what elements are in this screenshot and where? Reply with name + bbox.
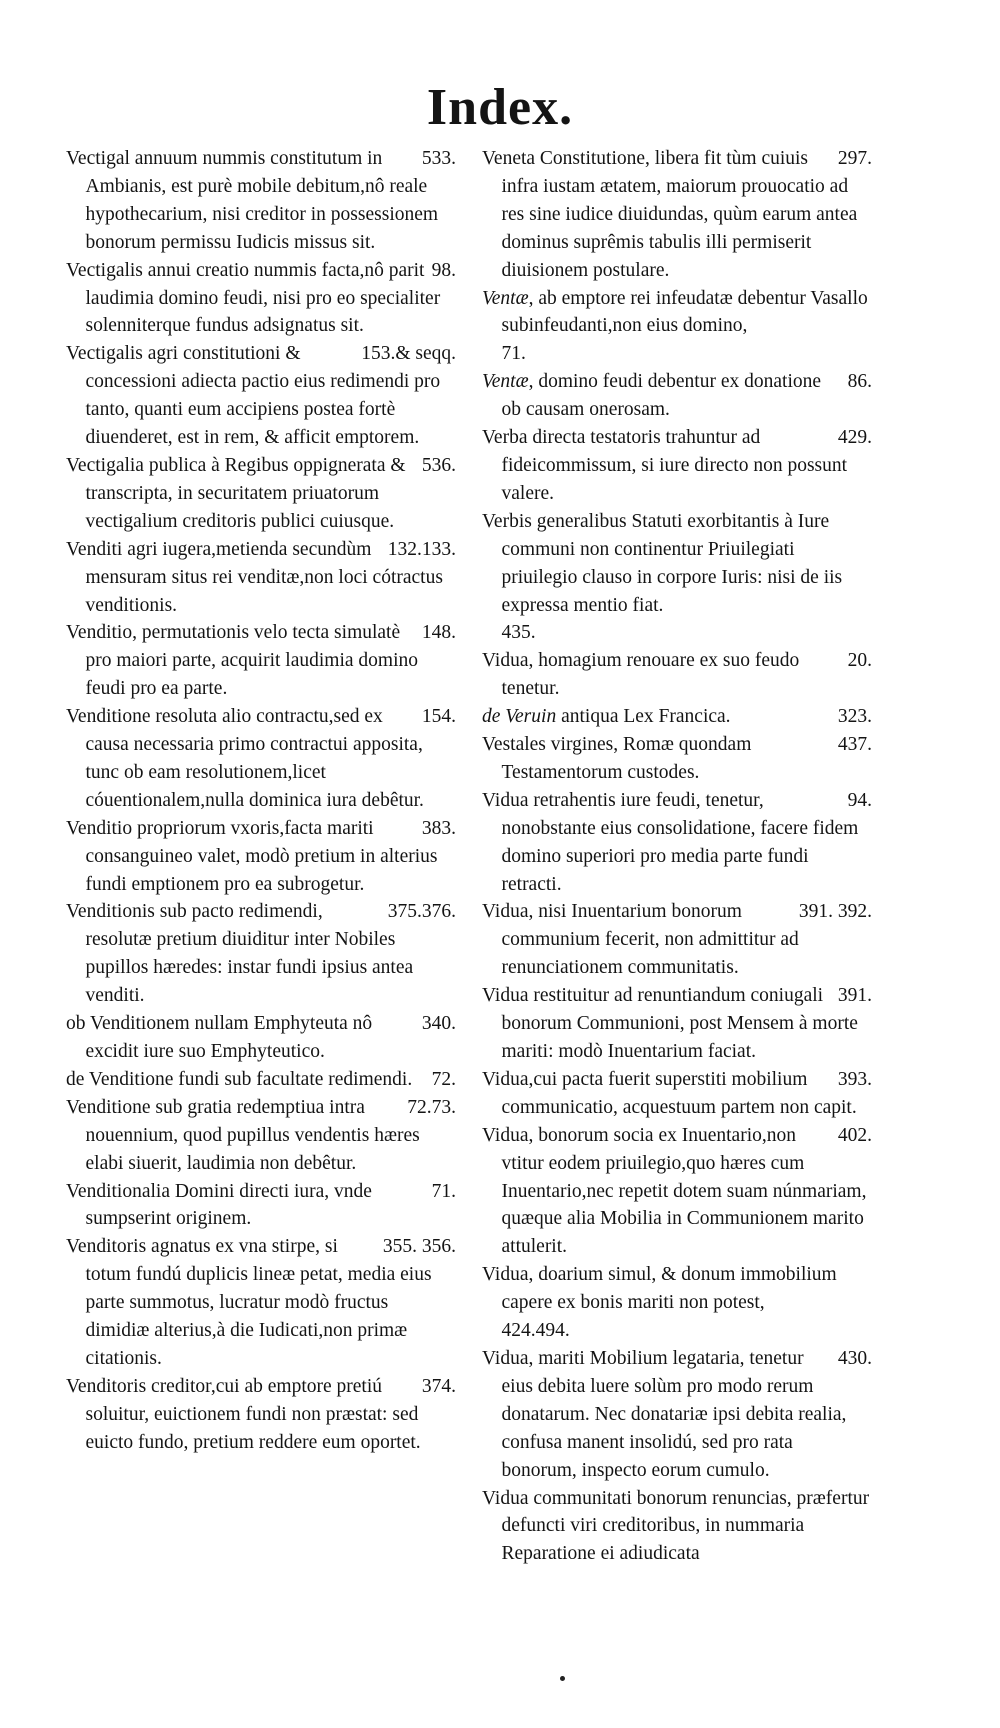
entry-text: Vidua communitati bonorum renuncias, præfertur defuncti viri creditoribus, in nummaria Reparatione ei adiudicata [482,1487,870,1565]
page-reference: 323. [837,706,872,728]
entry-text: Vidua, mariti Mobilium legataria, tenetur eius debita luere solùm pro modo rerum donatarum. Nec donatariæ ipsi debita realia, confusa manent insolidú, sed pro rata bonorum, inspecto eorum cumulo. [482,1347,847,1481]
page-reference: 375.376. [387,901,456,923]
entry-text: de Venditione fundi sub facultate redimendi. [66,1068,413,1090]
entry-lead-term: Ventæ [482,371,529,393]
entry-lead-term: de Veruin [482,706,557,728]
index-entry [66,898,456,1010]
page-reference: 148. [421,622,456,644]
index-entry [482,1066,872,1122]
entry-text: Venditionalia Domini directi iura, vnde sumpserint originem. [66,1180,372,1230]
index-entry [66,1010,456,1066]
entry-text: Vectigalia publica à Regibus oppignerata & transcripta, in securitatem priuatorum vectigalium creditoris publici cuiusque. [66,454,406,532]
page-reference: 153.& seqq. [361,343,456,365]
page-reference: 393. [837,1068,872,1090]
entry-text: Vidua,cui pacta fuerit superstiti mobilium communicatio, acquestuum partem non capit. [482,1068,857,1118]
page-reference: 71. [501,343,526,365]
index-column-left [66,145,456,1457]
entry-text: Venditoris creditor,cui ab emptore pretiú soluitur, euictionem fundi non præstat: sed euicto fundo, pretium reddere eum oportet. [66,1375,421,1453]
page-dot-mark [560,1676,565,1681]
index-entry [482,285,872,369]
entry-text: Venditione sub gratia redemptiua intra nouennium, quod pupillus vendentis hæres elabi siuerit, laudimia non debêtur. [66,1096,420,1174]
entry-text: Vidua restituitur ad renuntiandum coniugali bonorum Communioni, post Mensem à morte mariti: modò Inuentarium faciat. [482,985,858,1062]
page-reference: 435. [501,622,536,644]
index-entry [482,703,872,731]
entry-text: Vestales virgines, Romæ quondam Testamentorum custodes. [482,734,752,783]
index-entry [66,703,456,815]
page-title: Index. [426,79,574,136]
index-entry [482,424,872,508]
index-column-right [482,145,872,1568]
entry-text: Vidua, homagium renouare ex suo feudo tenetur. [482,650,800,700]
entry-text: Venditio propriorum vxoris,facta mariti consanguineo valet, modò pretium in alterius fundi emptionem pro ea subrogetur. [66,817,438,895]
entry-text: Verbis generalibus Statuti exorbitantis à Iure communi non continentur Priuilegiati priuilegio clauso in corpore Iuris: nisi de iis expressa mentio fiat. [482,510,843,616]
entry-text: , domino feudi debentur ex donatione ob causam onerosam. [501,371,822,421]
page-reference: 20. [847,650,872,672]
page-reference: 340. [421,1013,456,1035]
index-entry [66,340,456,452]
entry-text: Vectigal annuum nummis constitutum in Ambianis, est purè mobile debitum,nô reale hypothecarium, nisi creditor in possessionem bonorum permissu Iudicis missus sit. [66,148,439,253]
page-reference: 132.133. [387,538,456,560]
index-entry [482,1122,872,1262]
page-reference: 154. [421,706,456,728]
entry-text: , ab emptore rei infeudatæ debentur Vasallo subinfeudanti,non eius domino, [501,287,868,337]
page-reference: 430. [837,1347,872,1369]
entry-text: Vidua retrahentis iure feudi, tenetur, nonobstante eius consolidatione, facere fidem domino superiori pro media parte fundi retracti. [482,789,859,895]
page-reference: 355. 356. [382,1236,456,1258]
index-entry [66,145,456,257]
page-reference: 297. [837,148,872,169]
entry-text: Venditionis sub pacto redimendi, resolutæ pretium diuiditur inter Nobiles pupillos hæredes: instar fundi ipsius antea venditi. [66,901,414,1007]
index-entry [482,1261,872,1345]
index-entry [482,787,872,899]
index-entry [482,647,872,703]
index-entry [66,1233,456,1373]
page-reference: 402. [837,1124,872,1146]
index-entry [482,982,872,1066]
index-entry [482,898,872,982]
index-entry [482,368,872,424]
entry-text: Vectigalis annui creatio nummis facta,nô parit laudimia domino feudi, nisi pro eo specialiter solenniterque fundus adsignatus sit. [66,259,441,337]
page-reference: 94. [847,789,872,811]
index-entry [66,452,456,536]
index-entry [482,731,872,787]
index-entry [482,1345,872,1485]
page-reference: 536. [421,454,456,476]
index-entry [66,815,456,899]
entry-text: Venditoris agnatus ex vna stirpe, si totum fundú duplicis lineæ petat, media eius parte summotus, lucratur modò fructus dimidiæ alterius,à die Iudicati,non primæ citationis. [66,1236,432,1369]
page-reference: 533. [421,148,456,169]
index-entry [66,257,456,341]
page-reference: 391. [837,985,872,1007]
page-reference: 391. 392. [798,901,872,923]
entry-text: Venditione resoluta alio contractu,sed ex causa necessaria primo contractui apposita, tunc ob eam resolutionem,licet cóuentionalem,nulla dominica iura debêtur. [66,706,424,811]
page-reference: 71. [431,1180,456,1202]
entry-text: Venditio, permutationis velo tecta simulatè pro maiori parte, acquirit laudimia domino feudi pro ea parte. [66,622,418,700]
entry-text: Verba directa testatoris trahuntur ad fideicommissum, si iure directo non possunt valere. [482,427,848,504]
entry-text: ob Venditionem nullam Emphyteuta nô excidit iure suo Emphyteutico. [66,1013,373,1062]
entry-text: antiqua Lex Francica. [556,706,731,728]
entry-text: Vectigalis agri constitutioni & concessioni adiecta pactio eius redimendi pro tanto, quanti eum accipiens postea fortè diuenderet, est in rem, & afficit emptorem. [66,343,441,449]
entry-text: Vidua, bonorum socia ex Inuentario,non vtitur eodem priuilegio,quo hæres cum Inuentario,nec repetit dotem suam núnmariam, quæque alia Mobilia in Communionem marito attulerit. [482,1124,867,1258]
index-entry [66,1094,456,1178]
page-reference: 429. [837,427,872,449]
entry-text: Venditi agri iugera,metienda secundùm mensuram situs rei venditæ,non loci cótractus venditionis. [66,538,443,616]
entry-text: Vidua, nisi Inuentarium bonorum communium fecerit, non admittitur ad renunciationem communitatis. [482,901,799,979]
index-entry [66,536,456,620]
index-entry [66,1178,456,1234]
page-reference: 383. [421,817,456,839]
index-entry [482,1485,872,1569]
page-reference: 374. [421,1375,456,1397]
page-reference: 437. [837,734,872,756]
page-reference: 72. [431,1068,456,1090]
index-entry [482,145,872,285]
entry-lead-term: Ventæ [482,287,529,309]
index-entry [66,1373,456,1457]
index-entry [66,1066,456,1094]
page-reference: 72.73. [407,1096,456,1118]
page-reference: 86. [847,371,872,393]
entry-text: Vidua, doarium simul, & donum immobilium capere ex bonis mariti non potest, [482,1264,837,1314]
index-entry [66,619,456,703]
entry-text: Veneta Constitutione, libera fit tùm cuiuis infra iustam ætatem, maiorum prouocatio ad res sine iudice diuidundas, quùm earum antea dominus suprêmis tabulis illi permiserit diuisionem postulare. [482,148,858,281]
index-entry [482,508,872,648]
page-reference: 98. [431,259,456,281]
page-reference: 424.494. [501,1320,570,1342]
